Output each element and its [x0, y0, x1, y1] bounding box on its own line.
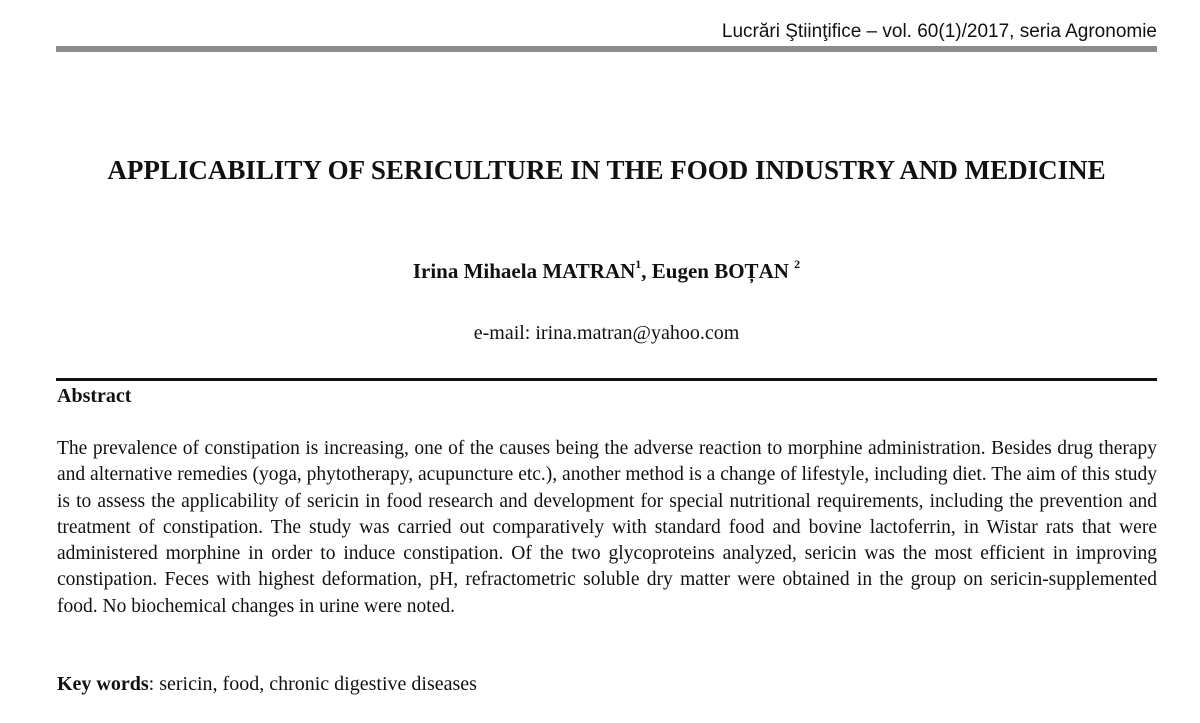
- keywords: [57, 671, 1157, 697]
- author-affiliation: 2: [794, 257, 801, 271]
- keywords-label: Key words: [57, 673, 149, 695]
- journal-header: Lucrări Ştiinţifice – vol. 60(1)/2017, seria Agronomie: [721, 21, 1157, 42]
- author-separator: ,: [641, 259, 652, 283]
- header-rule: [56, 46, 1157, 52]
- abstract-body: The prevalence of constipation is increasing, one of the causes being the adverse reaction to morphine administration. Besides drug therapy and alternative remedies (yoga, phytotherapy, acupuncture etc.), another method is a change of lifestyle, including diet. The aim of this study is to assess the applicability of sericin in food research and development for special nutritional requirements, including the prevention and treatment of constipation. The study was carried out comparatively with standard food and bovine lactoferrin, in Wistar rats that were administered morphine in order to induce constipation. Of the two glycoproteins analyzed, sericin was the most efficient in improving constipation. Feces with highest deformation, pH, refractometric soluble dry matter were obtained in the group on sericin-supplemented food. No biochemical changes in urine were noted.: [57, 438, 1157, 617]
- paper-title: APPLICABILITY OF SERICULTURE IN THE FOOD INDUSTRY AND MEDICINE: [107, 155, 1106, 185]
- keywords-text: sericin, food, chronic digestive diseases: [159, 673, 477, 695]
- abstract-rule: [56, 378, 1157, 381]
- abstract-heading: Abstract: [57, 385, 132, 407]
- author-email[interactable]: e-mail: irina.matran@yahoo.com: [473, 322, 740, 344]
- author-affiliation: 1: [635, 257, 642, 271]
- keywords-separator: :: [148, 673, 160, 695]
- author-name: Irina Mihaela MATRAN: [412, 259, 636, 283]
- author-name: Eugen BOȚAN: [651, 259, 795, 283]
- author-line: [56, 257, 1157, 285]
